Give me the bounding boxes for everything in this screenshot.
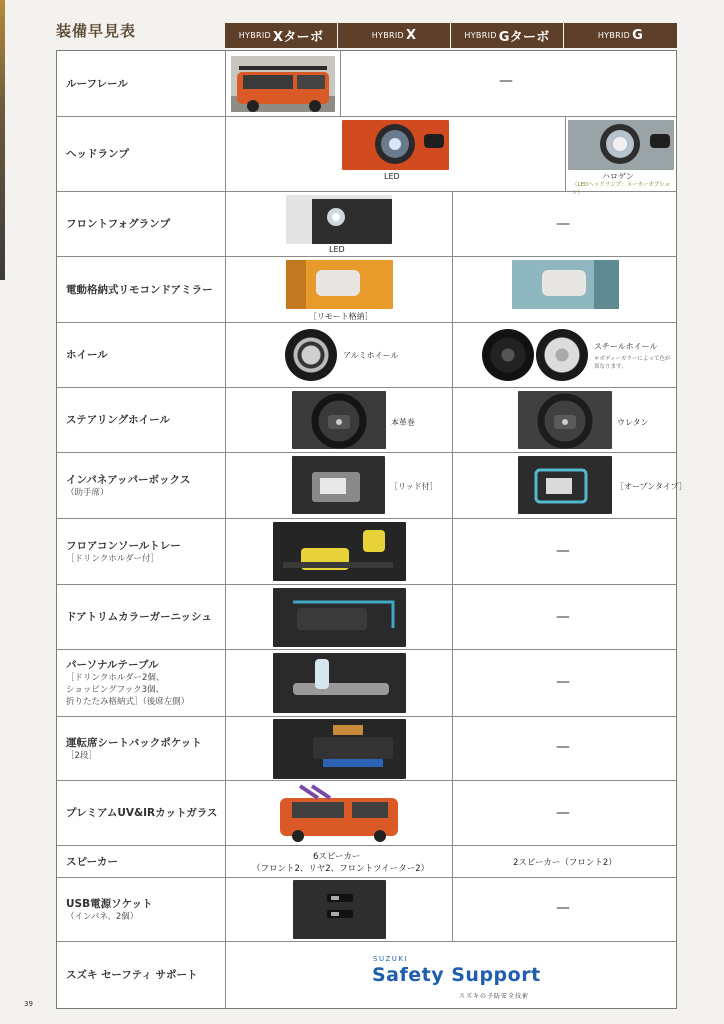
grade-header-hybrid-g-turbo: HYBRID Gターボ [451,23,564,48]
row-label: ホイール [66,349,108,361]
speaker-6-detail: （フロント2、リヤ2、フロントツイーター2） [252,864,430,874]
urethane-caption: ウレタン [617,418,649,427]
row-sublabel: ［ドリンクホルダー付］ [66,553,159,564]
row-label: フロアコンソールトレー [66,539,181,552]
row-label: ルーフレール [66,77,128,90]
row-sublabel: （インパネ、2個） [66,911,139,922]
open-box-photo [518,456,612,514]
page-number: 39 [24,1000,33,1008]
page-title: 装備早見表 [56,22,137,40]
empty-dash: — [556,674,570,690]
row-seatback-pocket [57,717,676,781]
empty-dash: — [556,609,570,625]
row-sublabel: ショッピングフック3個、 [66,685,164,695]
row-label: フロントフォグランプ [66,218,171,230]
row-label: ヘッドランプ [66,148,129,160]
leather-caption: 本革巻 [391,418,415,427]
lid-caption: ［リッド付］ [390,482,438,491]
row-door-mirror [57,257,676,323]
usb-socket-photo [293,880,386,939]
row-speaker [57,846,676,878]
headlamp-halogen-caption: ハロゲン [602,172,634,181]
urethane-steering-photo [518,391,612,449]
grade-header-hybrid-x-turbo: HYBRID Xターボ [225,23,338,48]
row-label: 運転席シートバックポケット [66,736,202,749]
garnish-photo [273,588,406,647]
fog-led-caption: LED [329,245,345,254]
mirror-blue-photo [512,260,619,309]
safety-support-logo: Safety Support [372,964,541,986]
roof-rail-photo [231,56,335,112]
seatback-pocket-photo [273,719,406,779]
mirror-orange-photo [286,260,393,309]
row-label: プレミアムUV&IRカットガラス [66,807,218,819]
row-sublabel: ［ドリンクホルダー2個、 [66,673,165,683]
lid-box-photo [292,456,385,514]
row-floor-console-tray [57,519,676,585]
row-wheel [57,323,676,388]
row-instrument-upper-box [57,453,687,519]
uv-glass-car-photo [272,784,408,843]
headlamp-led-caption: LED [384,172,400,181]
personal-table-photo [273,653,406,713]
grade-header-hybrid-g: HYBRID G [564,23,677,48]
row-roof-rail [57,51,676,117]
mirror-caption: ［リモート格納］ [309,312,373,321]
steel-wheel-note: ＊ボディーカラーによって色が異なります。 [594,356,671,370]
empty-dash: — [556,543,570,559]
row-headlamp [57,117,676,196]
steel-wheel-silver-image [536,329,588,381]
row-safety-support [57,942,676,1008]
page-edge-strip [0,0,5,280]
headlamp-option-note: （LEDヘッドランプ：メーカーオプション） [572,182,671,196]
empty-dash: — [556,805,570,821]
row-door-trim-garnish [57,585,676,650]
row-sublabel: （助手席） [66,487,109,498]
row-uv-ir-glass [57,781,676,846]
empty-dash: — [499,73,513,89]
empty-dash: — [556,900,570,916]
row-usb-socket [57,878,676,942]
fog-lamp-photo [286,195,392,244]
row-front-fog-lamp [57,192,676,257]
grade-header-hybrid-x: HYBRID X [338,23,451,48]
row-label: ステアリングホイール [66,414,170,426]
speaker-6-caption: 6スピーカー [313,852,361,862]
speaker-2-caption: 2スピーカー（フロント2） [513,858,617,868]
empty-dash: — [556,216,570,232]
open-caption: ［オープンタイプ］ [616,482,687,491]
row-label: 電動格納式リモコンドアミラー [66,283,213,296]
row-steering-wheel [57,388,676,453]
alloy-wheel-caption: アルミホイール [343,351,399,360]
steel-wheel-black-image [482,329,534,381]
steel-wheel-caption: スチールホイール [594,342,658,351]
halogen-headlamp-photo [568,120,674,170]
empty-dash: — [556,739,570,755]
row-personal-table [57,650,676,717]
console-tray-photo [273,522,406,581]
row-label: スズキ セーフティ サポート [66,969,198,981]
row-sublabel: 折りたたみ格納式］（後席左側） [66,697,190,707]
row-label: パーソナルテーブル [66,659,159,671]
led-headlamp-photo [342,120,449,170]
safety-tagline: スズキの予防安全技術 [459,993,530,1000]
safety-brand: SUZUKI [373,955,409,963]
equipment-table [56,50,687,1009]
row-label: スピーカー [66,855,118,868]
row-label: インパネアッパーボックス [66,473,191,486]
row-sublabel: ［2段］ [66,750,97,761]
alloy-wheel-image [285,329,337,381]
leather-steering-photo [292,391,386,449]
row-label: ドアトリムカラーガーニッシュ [66,611,212,623]
row-label: USB電源ソケット [66,897,153,910]
